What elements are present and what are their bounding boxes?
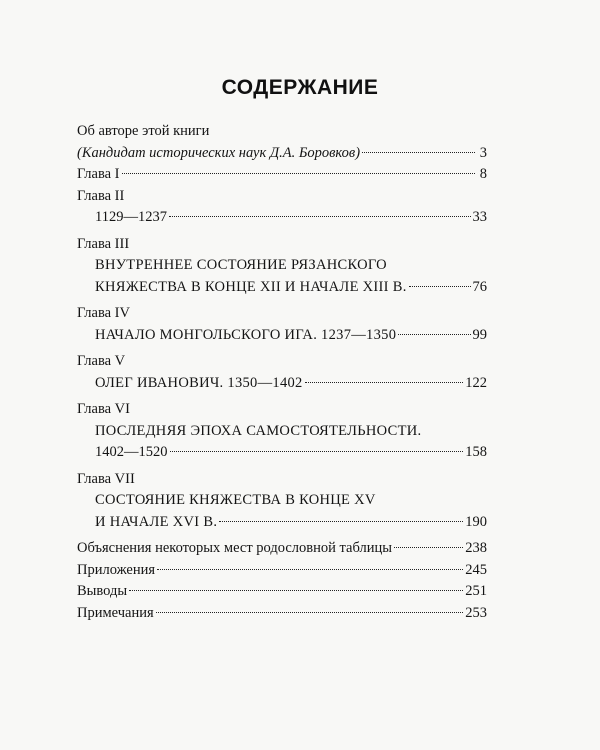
toc-page-number: 251 <box>465 583 487 599</box>
toc-entry-text: (Кандидат исторических наук Д.А. Боровков) <box>77 144 361 161</box>
toc-page-number: 158 <box>465 444 487 460</box>
dot-leader <box>169 216 471 217</box>
toc-entry-text: Приложения <box>77 561 156 578</box>
toc-entry-text: Глава VII <box>77 470 135 487</box>
dot-leader <box>157 569 463 570</box>
toc-entry-chapter-6 <box>77 399 487 421</box>
dot-leader <box>156 612 464 613</box>
toc-entry-genealogy-notes <box>77 538 487 560</box>
page-title: СОДЕРЖАНИЕ <box>221 76 379 99</box>
toc-entry-text: Глава V <box>77 353 126 369</box>
toc-entry-author-credit <box>77 143 487 165</box>
toc-entry-text: 1129—1237 <box>95 209 167 225</box>
toc-entry-text: Выводы <box>77 583 128 599</box>
toc-entry-chapter-6-title-line2 <box>77 442 487 464</box>
dot-leader <box>170 451 464 452</box>
toc-entry-chapter-3-title-line1 <box>77 255 487 277</box>
toc-entry-text: ОЛЕГ ИВАНОВИЧ. 1350—1402 <box>95 374 303 391</box>
toc-entry-about-author <box>77 121 487 143</box>
toc-entry-text: Глава IV <box>77 305 130 321</box>
dot-leader <box>129 590 463 591</box>
toc-page-number: 122 <box>465 374 487 391</box>
toc-entry-notes <box>77 603 487 625</box>
toc-entry-text: 1402—1520 <box>95 444 168 460</box>
toc-page-number: 76 <box>472 278 487 295</box>
dot-leader <box>362 152 475 153</box>
toc-entry-chapter-3-title-line2 <box>77 277 487 299</box>
dot-leader <box>398 334 470 335</box>
toc-entry-text: Глава II <box>77 187 125 204</box>
toc-entry-chapter-7-title-line2 <box>77 512 487 534</box>
dot-leader <box>122 173 475 174</box>
toc-page-number: 238 <box>465 540 487 556</box>
toc-entry-text: ВНУТРЕННЕЕ СОСТОЯНИЕ РЯЗАНСКОГО <box>95 257 387 273</box>
toc-entry-chapter-7-title-line1 <box>77 490 487 512</box>
toc-entry-text: КНЯЖЕСТВА В КОНЦЕ XII И НАЧАЛЕ XIII В. <box>95 278 407 295</box>
toc-entry-chapter-7 <box>77 469 487 491</box>
toc-entry-text: НАЧАЛО МОНГОЛЬСКОГО ИГА. 1237—1350 <box>95 326 397 343</box>
toc-entry-appendices <box>77 560 487 582</box>
toc-page-number: 33 <box>472 209 487 225</box>
dot-leader <box>219 521 463 522</box>
toc-entry-chapter-1 <box>77 164 487 186</box>
toc-entry-text: Глава I <box>77 166 120 182</box>
toc-page-number: 245 <box>465 561 487 578</box>
toc-entry-text: СОСТОЯНИЕ КНЯЖЕСТВА В КОНЦЕ XV <box>95 492 376 508</box>
dot-leader <box>394 547 463 548</box>
dot-leader <box>305 382 464 383</box>
toc-entry-conclusions <box>77 581 487 603</box>
toc-entry-text: И НАЧАЛЕ XVI В. <box>95 513 218 530</box>
table-of-contents <box>77 121 487 624</box>
toc-entry-text: Глава VI <box>77 401 130 417</box>
toc-entry-chapter-2 <box>77 186 487 208</box>
toc-entry-text: Об авторе этой книги <box>77 123 210 139</box>
toc-page-number: 3 <box>479 144 487 161</box>
toc-entry-chapter-6-title-line1 <box>77 421 487 443</box>
toc-entry-chapter-4-title <box>77 325 487 347</box>
toc-page-number: 253 <box>465 604 487 621</box>
toc-entry-text: Примечания <box>77 604 154 621</box>
toc-entry-chapter-5-title <box>77 373 487 395</box>
toc-page-number: 8 <box>479 166 487 182</box>
dot-leader <box>409 286 471 287</box>
toc-entry-chapter-2-title <box>77 207 487 229</box>
toc-entry-text: ПОСЛЕДНЯЯ ЭПОХА САМОСТОЯТЕЛЬНОСТИ. <box>95 422 422 439</box>
toc-entry-chapter-4 <box>77 303 487 325</box>
toc-entry-chapter-5 <box>77 351 487 373</box>
toc-entry-chapter-3 <box>77 234 487 256</box>
toc-page-number: 99 <box>472 326 487 343</box>
toc-entry-text: Глава III <box>77 235 130 252</box>
toc-entry-text: Объяснения некоторых мест родословной таблицы <box>77 540 392 556</box>
toc-page-number: 190 <box>465 513 487 530</box>
